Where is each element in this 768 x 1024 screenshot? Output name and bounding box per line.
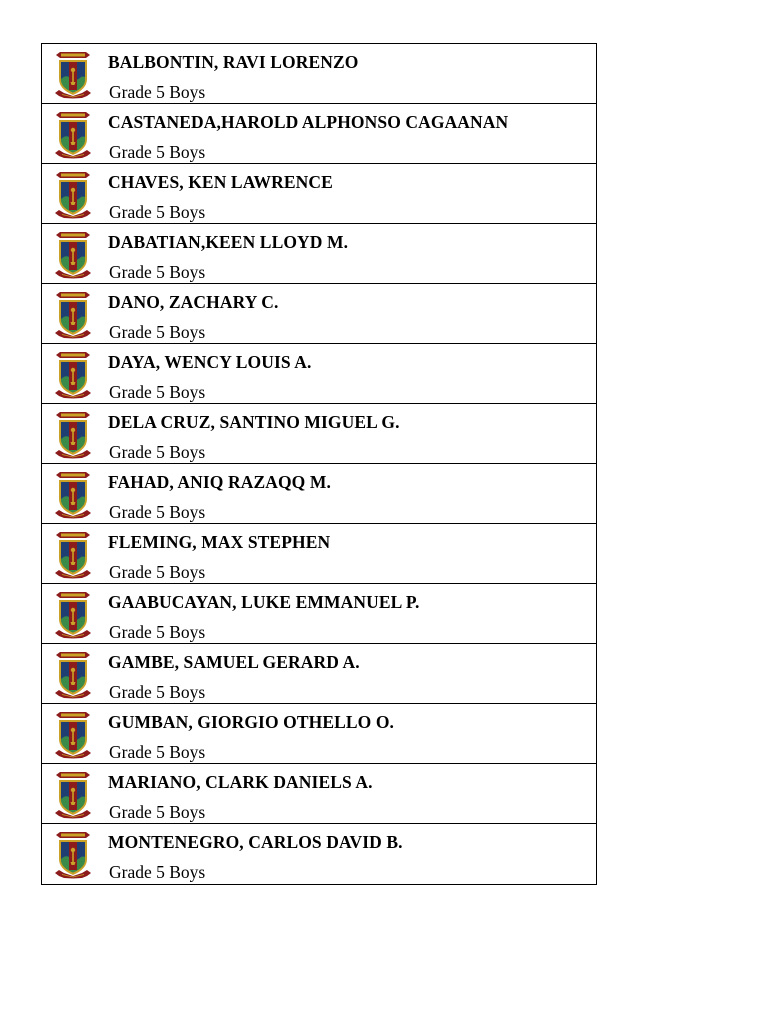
name-tag-entry xyxy=(42,224,596,284)
name-tag-entry xyxy=(42,104,596,164)
student-grade: Grade 5 Boys xyxy=(109,382,206,402)
student-grade: Grade 5 Boys xyxy=(109,502,206,522)
student-name: FAHAD, ANIQ RAZAQQ M. xyxy=(108,472,331,492)
name-tag-entry xyxy=(42,764,596,824)
student-grade: Grade 5 Boys xyxy=(109,802,206,822)
student-grade: Grade 5 Boys xyxy=(109,202,206,222)
student-name: GUMBAN, GIORGIO OTHELLO O. xyxy=(108,712,395,732)
name-tag-entry xyxy=(42,464,596,524)
student-name: BALBONTIN, RAVI LORENZO xyxy=(108,52,359,72)
student-name: GAABUCAYAN, LUKE EMMANUEL P. xyxy=(108,592,420,612)
student-name-list xyxy=(41,43,597,885)
school-crest-icon xyxy=(54,169,92,219)
student-name: MONTENEGRO, CARLOS DAVID B. xyxy=(108,832,403,852)
student-name: DANO, ZACHARY C. xyxy=(108,292,279,312)
student-name: FLEMING, MAX STEPHEN xyxy=(108,532,331,552)
name-tag-entry xyxy=(42,44,596,104)
name-tag-entry xyxy=(42,824,596,884)
name-tag-entry xyxy=(42,344,596,404)
name-tag-entry xyxy=(42,404,596,464)
student-grade: Grade 5 Boys xyxy=(109,742,206,762)
student-name: DABATIAN,KEEN LLOYD M. xyxy=(108,232,349,252)
student-grade: Grade 5 Boys xyxy=(109,82,206,102)
student-grade: Grade 5 Boys xyxy=(109,622,206,642)
school-crest-icon xyxy=(54,49,92,99)
student-name: CASTANEDA,HAROLD ALPHONSO CAGAANAN xyxy=(108,112,509,132)
student-grade: Grade 5 Boys xyxy=(109,262,206,282)
school-crest-icon xyxy=(54,829,92,879)
name-tag-entry xyxy=(42,584,596,644)
school-crest-icon xyxy=(54,529,92,579)
name-tag-entry xyxy=(42,644,596,704)
student-grade: Grade 5 Boys xyxy=(109,682,206,702)
school-crest-icon xyxy=(54,109,92,159)
school-crest-icon xyxy=(54,709,92,759)
school-crest-icon xyxy=(54,769,92,819)
name-tag-entry xyxy=(42,164,596,224)
school-crest-icon xyxy=(54,589,92,639)
student-name: GAMBE, SAMUEL GERARD A. xyxy=(108,652,360,672)
school-crest-icon xyxy=(54,409,92,459)
student-name: CHAVES, KEN LAWRENCE xyxy=(108,172,333,192)
student-grade: Grade 5 Boys xyxy=(109,322,206,342)
name-tag-entry xyxy=(42,284,596,344)
school-crest-icon xyxy=(54,469,92,519)
school-crest-icon xyxy=(54,349,92,399)
school-crest-icon xyxy=(54,229,92,279)
school-crest-icon xyxy=(54,649,92,699)
student-name: MARIANO, CLARK DANIELS A. xyxy=(108,772,373,792)
student-name: DELA CRUZ, SANTINO MIGUEL G. xyxy=(108,412,400,432)
name-tag-entry xyxy=(42,704,596,764)
student-grade: Grade 5 Boys xyxy=(109,562,206,582)
student-grade: Grade 5 Boys xyxy=(109,142,206,162)
student-grade: Grade 5 Boys xyxy=(109,442,206,462)
student-grade: Grade 5 Boys xyxy=(109,862,206,882)
school-crest-icon xyxy=(54,289,92,339)
name-tag-entry xyxy=(42,524,596,584)
student-name: DAYA, WENCY LOUIS A. xyxy=(108,352,312,372)
